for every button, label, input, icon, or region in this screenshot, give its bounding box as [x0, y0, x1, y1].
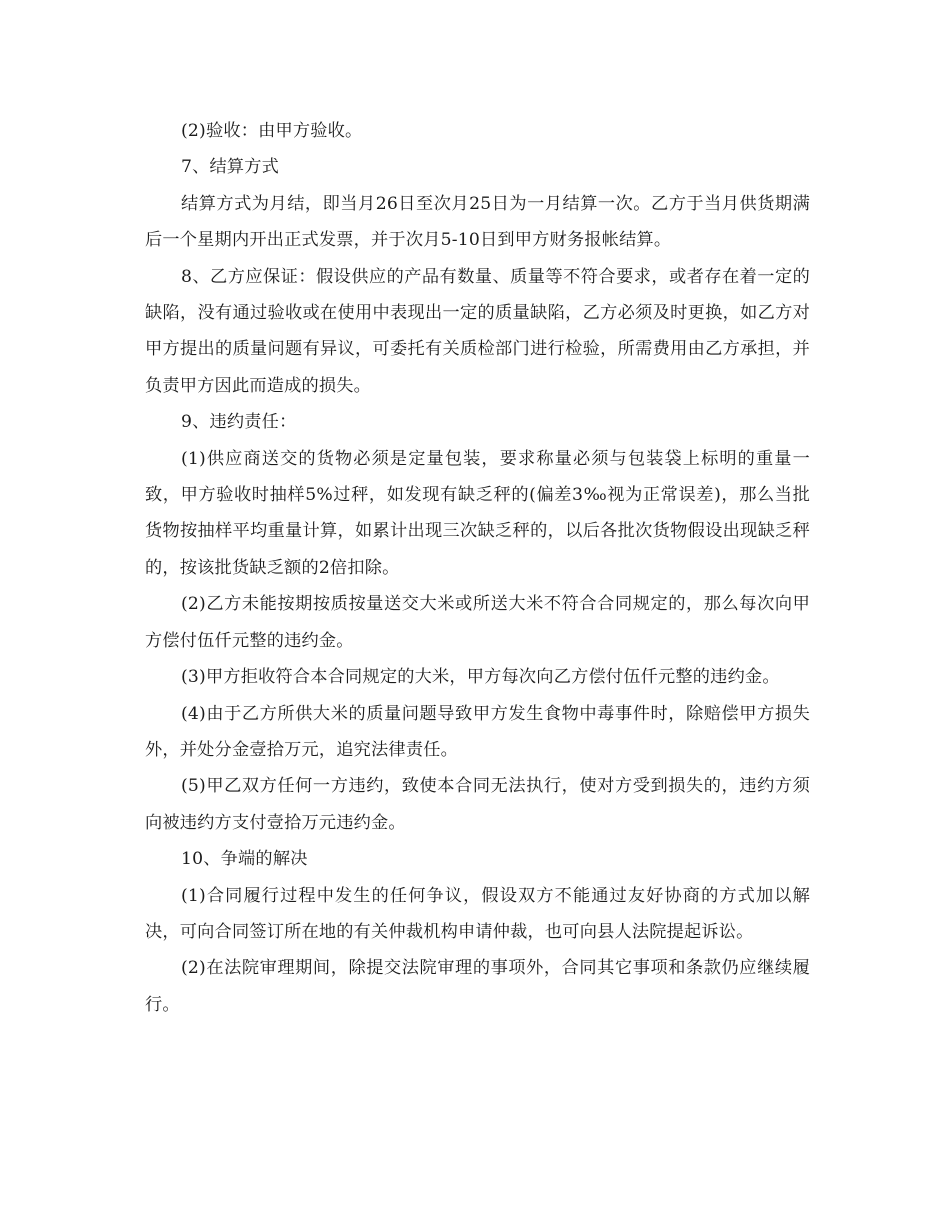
- heading-dispute: 10、争端的解决: [181, 849, 308, 870]
- paragraph-acceptance: (2)验收：由甲方验收。: [181, 121, 363, 141]
- paragraph-liability-2: (2)乙方未能按期按质按量送交大米或所送大米不符合合同规定的，那么每次向甲方偿付伍仟元整的违约金。: [145, 594, 810, 651]
- paragraph-liability-5: (5)甲乙双方任何一方违约，致使本合同无法执行，使对方受到损失的，违约方须向被违约方支付壹拾万元违约金。: [145, 776, 810, 833]
- paragraph-liability-4: (4)由于乙方所供大米的质量问题导致甲方发生食物中毒事件时，除赔偿甲方损失外，并处分金壹拾万元，追究法律责任。: [145, 703, 810, 760]
- paragraph-liability-1: (1)供应商送交的货物必须是定量包装，要求称量必须与包装袋上标明的重量一致，甲方验收时抽样5%过秤，如发现有缺乏秤的(偏差3‰视为正常误差)，那么当批货物按抽样平均重量计算，如累计出现三次缺乏秤的，以后各批次货物假设出现缺乏秤的，按该批货缺乏额的2倍扣除。: [145, 448, 810, 578]
- heading-settlement: 7、结算方式: [181, 157, 280, 178]
- document-body: [145, 113, 810, 1023]
- paragraph-dispute-1: (1)合同履行过程中发生的任何争议，假设双方不能通过友好协商的方式加以解决，可向合同签订所在地的有关仲裁机构申请仲裁，也可向县人法院提起诉讼。: [145, 885, 810, 942]
- heading-liability: 9、违约责任：: [181, 412, 297, 433]
- paragraph-liability-3: (3)甲方拒收符合本合同规定的大米，甲方每次向乙方偿付伍仟元整的违约金。: [181, 667, 780, 688]
- paragraph-guarantee: 8、乙方应保证：假设供应的产品有数量、质量等不符合要求，或者存在着一定的缺陷，没有通过验收或在使用中表现出一定的质量缺陷，乙方必须及时更换，如乙方对甲方提出的质量问题有异议，可委托有关质检部门进行检验，所需费用由乙方承担，并负责甲方因此而造成的损失。: [145, 266, 810, 396]
- paragraph-dispute-2: (2)在法院审理期间，除提交法院审理的事项外，合同其它事项和条款仍应继续履行。: [145, 958, 810, 1015]
- paragraph-settlement: 结算方式为月结，即当月26日至次月25日为一月结算一次。乙方于当月供货期满后一个星期内开出正式发票，并于次月5-10日到甲方财务报帐结算。: [145, 193, 810, 251]
